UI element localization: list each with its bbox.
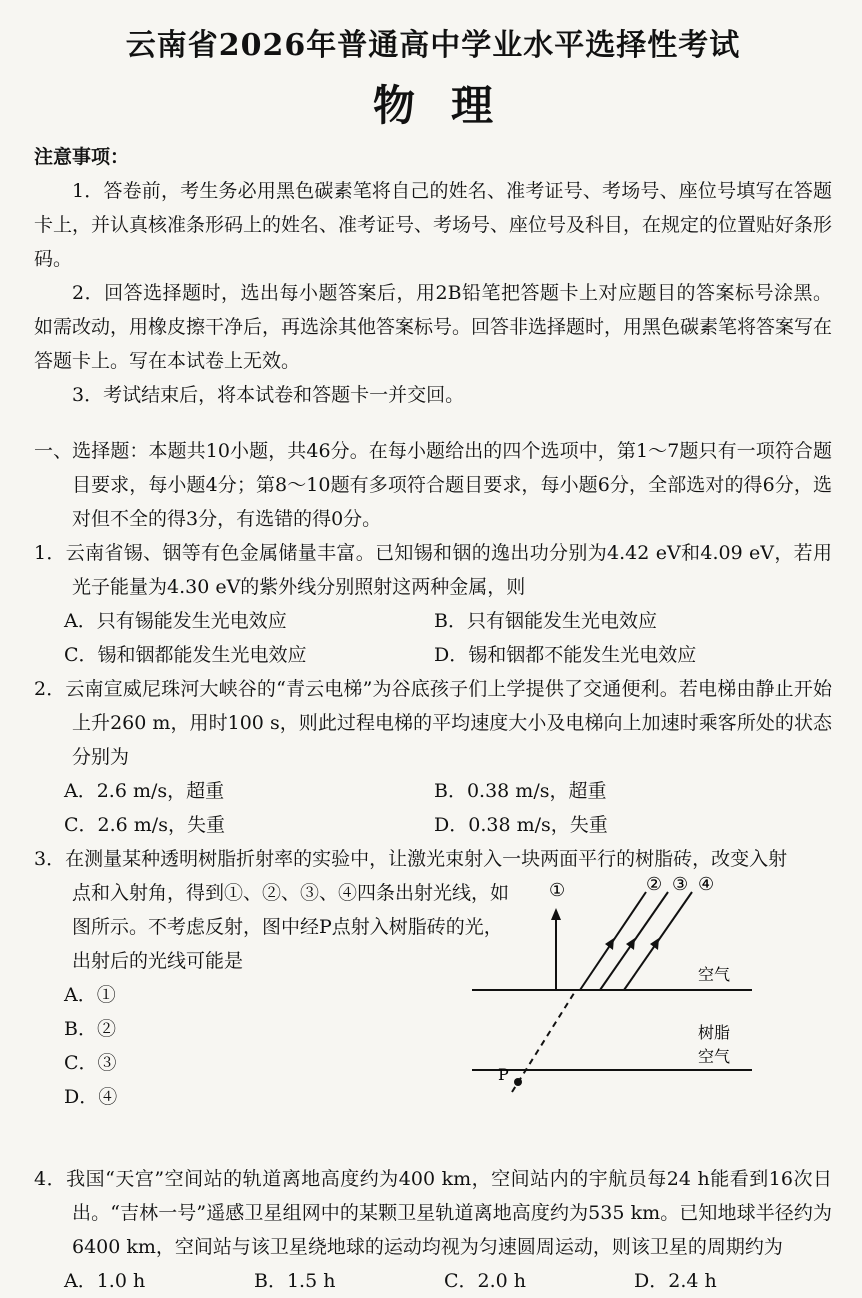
dashed-incident-ray [512, 990, 576, 1092]
question-3-option-d: D．④ [64, 1086, 118, 1108]
question-4-option-d: D．2.4 h [634, 1270, 717, 1292]
question-2-option-a: A．2.6 m/s，超重 [64, 780, 225, 802]
question-4-option-a: A．1.0 h [64, 1270, 146, 1292]
ray-4-arrow [650, 938, 659, 950]
question-1-stem: 1．云南省锡、铟等有色金属储量丰富。已知锡和铟的逸出功分别为4.42 eV和4.09 eV，若用光子能量为4.30 eV的紫外线分别照射这两种金属，则 [34, 542, 832, 598]
ray-3-label: ③ [672, 874, 689, 895]
question-2-options [34, 774, 832, 842]
question-2-option-d: D．0.38 m/s，失重 [434, 814, 608, 836]
exam-title: 云南省2026年普通高中学业水平选择性考试 [125, 28, 741, 63]
question-1-option-b: B．只有铟能发生光电效应 [434, 610, 657, 632]
medium-label-resin: 树脂 [698, 1023, 731, 1042]
question-1 [34, 536, 832, 672]
question-1-option-c: C．锡和铟都能发生光电效应 [64, 644, 307, 666]
question-4-option-c: C．2.0 h [444, 1270, 527, 1292]
ray-2-arrow [605, 938, 614, 950]
ray-1-arrow [551, 908, 561, 920]
question-3-option-b: B．② [64, 1018, 116, 1040]
subject-title: 物理 [372, 81, 529, 130]
ray-2-label: ② [646, 874, 663, 895]
ray-1-label: ① [549, 880, 566, 901]
question-4-options [34, 1264, 832, 1298]
question-2-option-b: B．0.38 m/s，超重 [434, 780, 607, 802]
question-3-stem-line1: 3．在测量某种透明树脂折射率的实验中，让激光束射入一块两面平行的树脂砖，改变入射 [34, 848, 788, 870]
question-3-stem-rest: 点和入射角，得到①、②、③、④四条出射光线，如图所示。不考虑反射，图中经P点射入树脂砖的光，出射后的光线可能是 [72, 882, 510, 972]
question-4 [34, 1162, 832, 1298]
question-1-option-a: A．只有锡能发生光电效应 [64, 610, 287, 632]
question-3-option-c: C．③ [64, 1052, 117, 1074]
medium-label-top-air: 空气 [698, 965, 731, 984]
notice-block [34, 140, 832, 412]
notice-item-2: 2．回答选择题时，选出每小题答案后，用2B铅笔把答题卡上对应题目的答案标号涂黑。如需改动，用橡皮擦干净后，再选涂其他答案标号。回答非选择题时，用黑色碳素笔将答案写在答题卡上。写在本试卷上无效。 [34, 282, 833, 372]
notice-item-1: 1．答卷前，考生务必用黑色碳素笔将自己的姓名、准考证号、考场号、座位号填写在答题卡上，并认真核准条形码上的姓名、准考证号、考场号、座位号及科目，在规定的位置贴好条形码。 [34, 180, 833, 270]
section-1-instructions [34, 434, 832, 536]
section-1-heading: 一、选择题：本题共10小题，共46分。在每小题给出的四个选项中，第1～7题只有一项符合题目要求，每小题4分；第8～10题有多项符合题目要求，每小题6分，全部选对的得6分，选对但不全的得3分，有选错的得0分。 [34, 440, 832, 530]
point-p-label: P [498, 1065, 509, 1084]
ray-3-arrow [626, 938, 635, 950]
point-p-dot [514, 1078, 522, 1086]
medium-label-bottom-air: 空气 [698, 1047, 731, 1066]
question-3 [34, 842, 832, 1162]
notice-item-3: 3．考试结束后，将本试卷和答题卡一并交回。 [72, 384, 465, 406]
ray-4-label: ④ [698, 874, 715, 895]
refraction-figure [472, 860, 762, 1100]
question-4-stem: 4．我国“天宫”空间站的轨道离地高度约为400 km，空间站内的宇航员每24 h能看到16次日出。“吉林一号”遥感卫星组网中的某颗卫星轨道离地高度约为535 km。已知地球半径约为6400 km，空间站与该卫星绕地球的运动均视为匀速圆周运动，则该卫星的周期约为 [34, 1168, 832, 1258]
question-3-option-a: A．① [64, 984, 116, 1006]
question-4-option-b: B．1.5 h [254, 1270, 336, 1292]
question-2 [34, 672, 832, 842]
question-1-options [34, 604, 832, 672]
question-2-stem: 2．云南宣威尼珠河大峡谷的“青云电梯”为谷底孩子们上学提供了交通便利。若电梯由静止开始上升260 m，用时100 s，则此过程电梯的平均速度大小及电梯向上加速时乘客所处的状态分别为 [34, 678, 832, 768]
question-1-option-d: D．锡和铟都不能发生光电效应 [434, 644, 697, 666]
notice-heading: 注意事项： [34, 146, 130, 168]
question-2-option-c: C．2.6 m/s，失重 [64, 814, 225, 836]
